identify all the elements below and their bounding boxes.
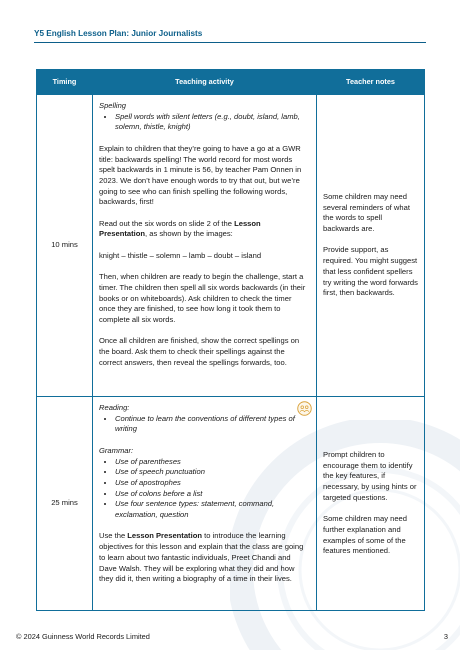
table-row — [37, 397, 425, 611]
timing-cell: 10 mins — [37, 95, 93, 397]
list-item: • Use of colons before a list — [115, 489, 310, 500]
list-item: • Spell words with silent letters (e.g., doubt, island, lamb, solemn, thistle, knight) — [115, 112, 310, 133]
peer-discussion-icon — [297, 401, 312, 416]
text-span: Use the — [99, 531, 128, 541]
header-divider — [34, 42, 426, 43]
focus-list — [99, 112, 310, 133]
text-span: to introduce the learning objectives for this lesson and explain that the class are going to learn about two fantastic individuals, Preet Chandi and Dave Walsh. They will be exploring what they did and how they did it, then writing a biography of a time in their lives. — [99, 531, 304, 584]
list-item: • Use of speech punctuation — [115, 467, 310, 478]
list-item: • Use four sentence types: statement, command, exclamation, question — [115, 499, 310, 520]
column-header-timing: Timing — [37, 70, 93, 95]
focus-title: Spelling — [99, 101, 127, 110]
page-number: 3 — [443, 632, 448, 641]
notes-cell — [317, 95, 425, 397]
note-paragraph: Some children may need several reminders of what the words to spell backwards are. — [323, 191, 410, 234]
lesson-presentation-ref: Lesson Presentation — [127, 531, 202, 541]
activity-cell — [93, 397, 317, 611]
lesson-presentation-ref: Lesson Presentation — [99, 218, 261, 239]
footer-copyright: © 2024 Guinness World Records Limited — [16, 632, 150, 641]
note-paragraph: Some children may need further explanation and examples of some of the features mentioned. — [323, 514, 407, 556]
table-row — [37, 95, 425, 397]
note-paragraph: Prompt children to encourage them to identify the key features, if necessary, by using hints or targeted questions. — [323, 449, 417, 502]
note-paragraph: Provide support, as required. You might suggest that less confident spellers try writing the word forwards first, then backwards. — [323, 245, 418, 298]
column-header-notes: Teacher notes — [317, 70, 425, 95]
text-span: , as shown by the images: — [145, 229, 233, 239]
table-header-row — [37, 70, 425, 95]
activity-paragraph: Once all children are finished, show the correct spellings on the board. Ask them to check their spellings against the correct answers, then reveal the spellings forwards, too. — [99, 336, 300, 367]
activity-paragraph — [99, 531, 310, 585]
grammar-title: Grammar: — [99, 445, 134, 455]
word-list: knight – thistle – solemn – lamb – doubt – island — [99, 250, 262, 260]
column-header-activity: Teaching activity — [93, 70, 317, 95]
list-item: • Use of apostrophes — [115, 478, 310, 489]
timing-cell: 25 mins — [37, 397, 93, 611]
activity-paragraph — [99, 219, 310, 240]
reading-title: Reading: — [99, 403, 130, 412]
lesson-plan-table — [36, 69, 425, 611]
page-header-title: Y5 English Lesson Plan: Junior Journalists — [34, 29, 203, 38]
notes-cell — [317, 397, 425, 611]
list-item: • Continue to learn the conventions of different types of writing — [115, 414, 310, 435]
text-span: Read out the six words on slide 2 of the — [99, 218, 235, 228]
list-item: • Use of parentheses — [115, 457, 310, 468]
activity-cell — [93, 95, 317, 397]
activity-paragraph: Then, when children are ready to begin the challenge, start a timer. The children then spell all six words backwards (in their books or on whiteboards). Ask children to check the timer once they are finished, to see how long it took them to complete all six words. — [99, 272, 306, 324]
grammar-list — [99, 457, 310, 521]
activity-paragraph: Explain to children that they’re going to have a go at a GWR title: backwards spelling! The world record for most words spelt backwards in 1 minute is 56, by teacher Pam Onnen in 2023. We don’t have enough words to try that out, but we’re going to see who can finish spelling the following words, backwards, first! — [99, 143, 302, 207]
reading-list — [99, 414, 310, 435]
